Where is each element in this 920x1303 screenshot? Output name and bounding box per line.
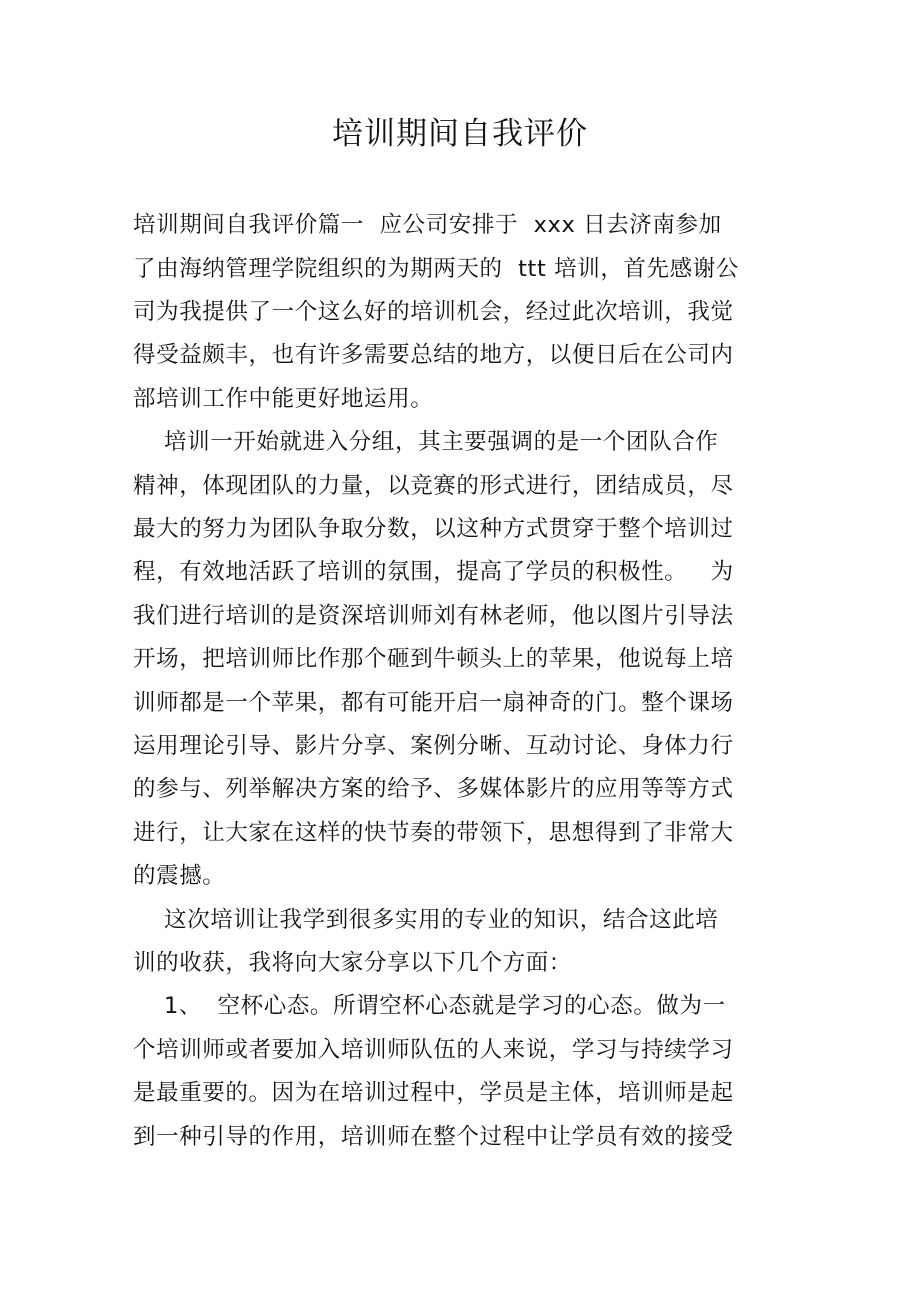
body-line: 训师都是一个苹果，都有可能开启一扇神奇的门。整个课场 [133,690,734,716]
body-line: 部培训工作中能更好地运用。 [133,386,434,412]
body-line: 1、 空杯心态。所谓空杯心态就是学习的心态。做为一 [133,993,726,1019]
body-line: 这次培训让我学到很多实用的专业的知识，结合这此培 [133,907,719,933]
body-line: 得受益颇丰，也有许多需要总结的地方，以便日后在公司内 [133,342,734,368]
body-line: 程，有效地活跃了培训的氛围，提高了学员的积极性。 为 [133,559,734,585]
body-line: 开场，把培训师比作那个砸到牛顿头上的苹果，他说每上培 [133,646,734,672]
body-line: 的震撼。 [133,863,226,889]
body-line: 培训一开始就进入分组，其主要强调的是一个团队合作 [133,429,719,455]
body-line: 进行，让大家在这样的快节奏的带领下，思想得到了非常大 [133,820,734,846]
body-line: 培训期间自我评价篇一 应公司安排于 xxx 日去济南参加 [133,212,722,238]
body-line: 训的收获，我将向大家分享以下几个方面： [133,950,572,976]
body-line: 个培训师或者要加入培训师队伍的人来说，学习与持续学习 [133,1037,734,1063]
body-line: 最大的努力为团队争取分数，以这种方式贯穿于整个培训过 [133,516,734,542]
body-line: 精神，体现团队的力量，以竞赛的形式进行，团结成员，尽 [133,473,734,499]
document-title: 培训期间自我评价 [332,116,588,152]
body-line: 的参与、列举解决方案的给予、多媒体影片的应用等等方式 [133,776,734,802]
body-line: 司为我提供了一个这么好的培训机会，经过此次培训，我觉 [133,299,734,325]
body-line: 是最重要的。因为在培训过程中，学员是主体，培训师是起 [133,1080,734,1106]
body-line: 我们进行培训的是资深培训师刘有林老师，他以图片引导法 [133,603,734,629]
body-line: 到一种引导的作用，培训师在整个过程中让学员有效的接受 [133,1124,734,1150]
body-line: 了由海纳管理学院组织的为期两天的 ttt 培训，首先感谢公 [133,256,739,282]
body-line: 运用理论引导、影片分享、案例分晰、互动讨论、身体力行 [133,733,734,759]
